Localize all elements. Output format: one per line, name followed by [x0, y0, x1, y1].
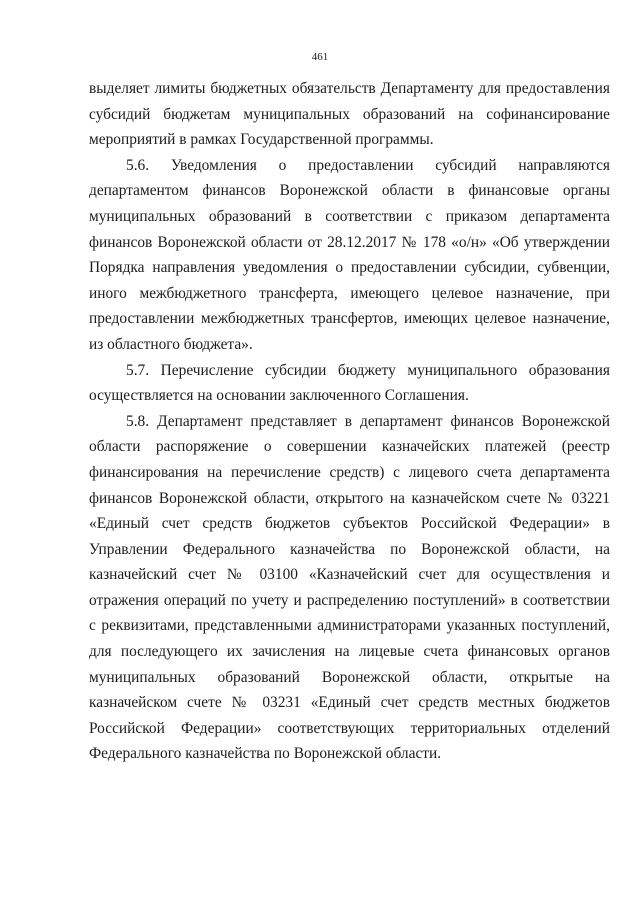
document-body	[89, 76, 610, 767]
page-number: 461	[311, 51, 329, 63]
paragraph-5-6: 5.6. Уведомления о предоставлении субсидий направляются департаментом финансов Воронежской области в финансовые органы муниципальных образований в соответствии с приказом департамента финансов Воронежской области от 28.12.2017 № 178 «о/н» «Об утверждении Порядка направления уведомления о предоставлении субсидии, субвенции, иного межбюджетного трансферта, имеющего целевое назначение, при предоставлении межбюджетных трансфертов, имеющих целевое назначение, из областного бюджета».	[89, 156, 610, 353]
paragraph-5-7: 5.7. Перечисление субсидии бюджету муниципального образования осуществляется на основании заключенного Соглашения.	[89, 361, 610, 405]
paragraph-5-8: 5.8. Департамент представляет в департамент финансов Воронежской области распоряжение о совершении казначейских платежей (реестр финансирования на перечисление средств) с лицевого счета департамента финансов Воронежской области, открытого на казначейском счете № 03221 «Единый счет средств бюджетов субъектов Российской Федерации» в Управлении Федерального казначейства по Воронежской области, на казначейский счет № 03100 «Казначейский счет для осуществления и отражения операций по учету и распределению поступлений» в соответствии с реквизитами, представленными администраторами указанных поступлений, для последующего их зачисления на лицевые счета финансовых органов муниципальных образований Воронежской области, открытые на казначейском счете № 03231 «Единый счет средств местных бюджетов Российской Федерации» соответствующих территориальных отделений Федерального казначейства по Воронежской области.	[89, 412, 610, 763]
paragraph-continuation: выделяет лимиты бюджетных обязательств Департаменту для предоставления субсидий бюджетам муниципальных образований на софинансирование мероприятий в рамках Государственной программы.	[89, 80, 610, 149]
